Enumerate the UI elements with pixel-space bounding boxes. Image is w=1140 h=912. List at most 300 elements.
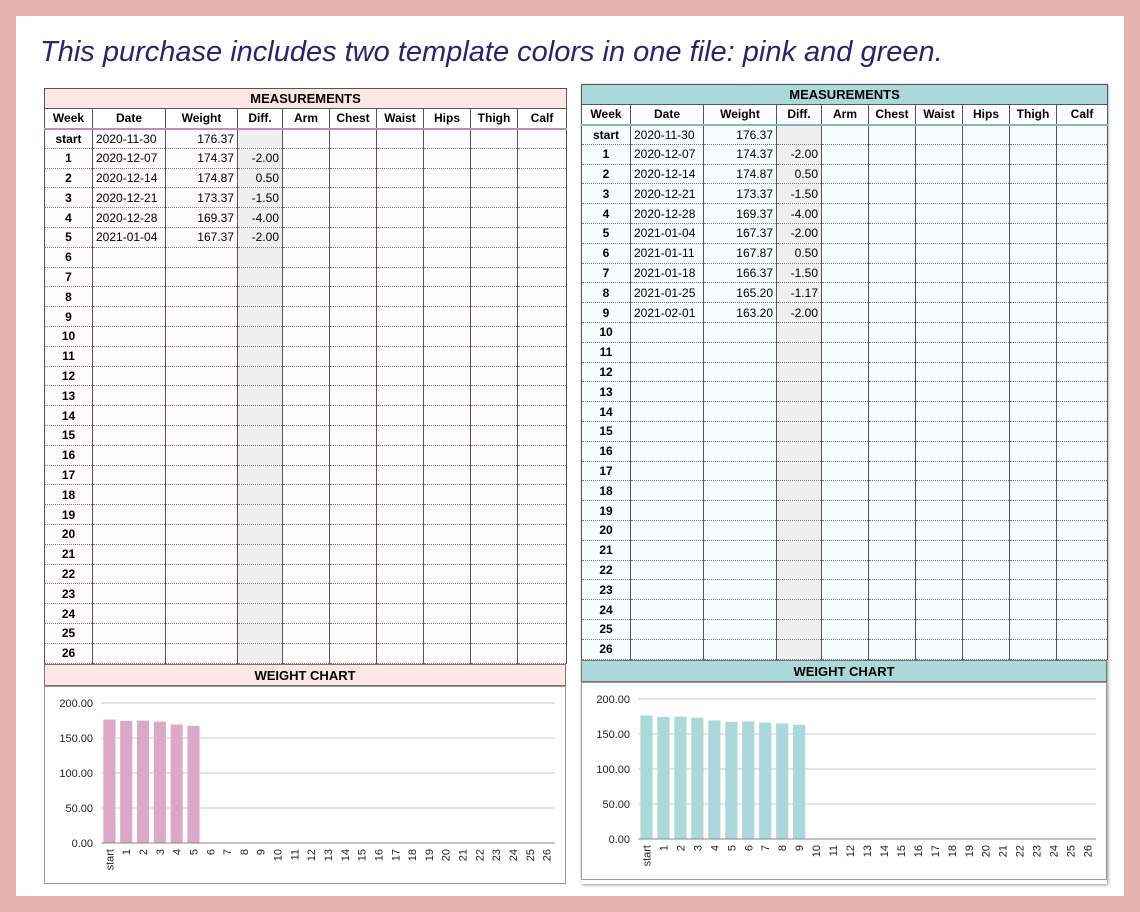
measurement-cell[interactable] bbox=[1010, 322, 1057, 342]
diff-cell[interactable] bbox=[777, 540, 822, 560]
measurement-cell[interactable] bbox=[518, 247, 567, 267]
measurement-cell[interactable] bbox=[471, 307, 518, 327]
diff-cell[interactable] bbox=[238, 386, 283, 406]
measurement-cell[interactable] bbox=[1010, 461, 1057, 481]
measurement-cell[interactable] bbox=[916, 580, 963, 600]
week-cell[interactable]: 12 bbox=[45, 366, 93, 386]
measurement-cell[interactable] bbox=[518, 465, 567, 485]
diff-cell[interactable] bbox=[777, 481, 822, 501]
measurement-cell[interactable] bbox=[424, 307, 471, 327]
measurement-cell[interactable] bbox=[963, 342, 1010, 362]
measurement-cell[interactable] bbox=[424, 287, 471, 307]
measurement-cell[interactable] bbox=[963, 263, 1010, 283]
measurement-cell[interactable] bbox=[916, 619, 963, 639]
date-cell[interactable] bbox=[93, 623, 166, 643]
measurement-cell[interactable] bbox=[963, 204, 1010, 224]
weight-cell[interactable] bbox=[704, 580, 777, 600]
diff-cell[interactable] bbox=[238, 544, 283, 564]
measurement-cell[interactable] bbox=[963, 223, 1010, 243]
diff-cell[interactable] bbox=[777, 501, 822, 521]
measurement-cell[interactable] bbox=[283, 386, 330, 406]
measurement-cell[interactable] bbox=[916, 382, 963, 402]
measurement-cell[interactable] bbox=[471, 148, 518, 168]
measurement-cell[interactable] bbox=[963, 144, 1010, 164]
measurement-cell[interactable] bbox=[471, 445, 518, 465]
measurement-cell[interactable] bbox=[330, 564, 377, 584]
measurement-cell[interactable] bbox=[869, 303, 916, 323]
measurement-cell[interactable] bbox=[1057, 619, 1108, 639]
measurement-cell[interactable] bbox=[1010, 619, 1057, 639]
measurement-cell[interactable] bbox=[283, 129, 330, 149]
measurement-cell[interactable] bbox=[869, 421, 916, 441]
diff-cell[interactable] bbox=[238, 267, 283, 287]
measurement-cell[interactable] bbox=[424, 425, 471, 445]
measurement-cell[interactable] bbox=[822, 362, 869, 382]
weight-cell[interactable] bbox=[166, 247, 238, 267]
measurement-cell[interactable] bbox=[1057, 441, 1108, 461]
date-cell[interactable] bbox=[93, 287, 166, 307]
measurement-cell[interactable] bbox=[377, 406, 424, 426]
measurement-cell[interactable] bbox=[424, 267, 471, 287]
measurement-cell[interactable] bbox=[518, 623, 567, 643]
measurement-cell[interactable] bbox=[1010, 441, 1057, 461]
measurement-cell[interactable] bbox=[963, 639, 1010, 659]
date-cell[interactable] bbox=[93, 485, 166, 505]
measurement-cell[interactable] bbox=[518, 485, 567, 505]
measurement-cell[interactable] bbox=[330, 485, 377, 505]
measurement-cell[interactable] bbox=[822, 540, 869, 560]
week-cell[interactable]: 16 bbox=[582, 441, 631, 461]
weight-cell[interactable] bbox=[166, 465, 238, 485]
date-cell[interactable] bbox=[93, 307, 166, 327]
measurement-cell[interactable] bbox=[377, 425, 424, 445]
measurement-cell[interactable] bbox=[822, 421, 869, 441]
measurement-cell[interactable] bbox=[1057, 520, 1108, 540]
measurement-cell[interactable] bbox=[424, 564, 471, 584]
date-cell[interactable] bbox=[93, 505, 166, 525]
diff-cell[interactable] bbox=[777, 382, 822, 402]
measurement-cell[interactable] bbox=[424, 505, 471, 525]
week-cell[interactable]: 6 bbox=[582, 243, 631, 263]
measurement-cell[interactable] bbox=[377, 505, 424, 525]
date-cell[interactable]: 2021-01-04 bbox=[631, 223, 704, 243]
measurement-cell[interactable] bbox=[916, 223, 963, 243]
measurement-cell[interactable] bbox=[916, 520, 963, 540]
date-cell[interactable]: 2020-12-14 bbox=[631, 164, 704, 184]
measurement-cell[interactable] bbox=[1010, 520, 1057, 540]
date-cell[interactable] bbox=[93, 267, 166, 287]
weight-cell[interactable] bbox=[704, 619, 777, 639]
week-cell[interactable]: 1 bbox=[45, 148, 93, 168]
date-cell[interactable] bbox=[631, 560, 704, 580]
measurement-cell[interactable] bbox=[963, 461, 1010, 481]
measurement-cell[interactable] bbox=[1010, 342, 1057, 362]
date-cell[interactable]: 2021-01-04 bbox=[93, 227, 166, 247]
week-cell[interactable]: 21 bbox=[45, 544, 93, 564]
measurement-cell[interactable] bbox=[822, 263, 869, 283]
measurement-cell[interactable] bbox=[283, 584, 330, 604]
week-cell[interactable]: 4 bbox=[582, 204, 631, 224]
date-cell[interactable]: 2021-01-25 bbox=[631, 283, 704, 303]
date-cell[interactable] bbox=[93, 386, 166, 406]
weight-cell[interactable] bbox=[166, 346, 238, 366]
measurement-cell[interactable] bbox=[330, 148, 377, 168]
measurement-cell[interactable] bbox=[377, 544, 424, 564]
date-cell[interactable] bbox=[93, 584, 166, 604]
measurement-cell[interactable] bbox=[518, 406, 567, 426]
measurement-cell[interactable] bbox=[377, 247, 424, 267]
measurement-cell[interactable] bbox=[963, 382, 1010, 402]
measurement-cell[interactable] bbox=[471, 188, 518, 208]
measurement-cell[interactable] bbox=[518, 148, 567, 168]
week-cell[interactable]: 3 bbox=[582, 184, 631, 204]
diff-cell[interactable] bbox=[777, 639, 822, 659]
measurement-cell[interactable] bbox=[1057, 501, 1108, 521]
measurement-cell[interactable] bbox=[377, 564, 424, 584]
measurement-cell[interactable] bbox=[1010, 421, 1057, 441]
weight-cell[interactable] bbox=[704, 322, 777, 342]
diff-cell[interactable]: -1.17 bbox=[777, 283, 822, 303]
date-cell[interactable]: 2020-12-07 bbox=[631, 144, 704, 164]
measurement-cell[interactable] bbox=[518, 425, 567, 445]
measurement-cell[interactable] bbox=[869, 322, 916, 342]
measurement-cell[interactable] bbox=[330, 604, 377, 624]
measurement-cell[interactable] bbox=[869, 461, 916, 481]
diff-cell[interactable] bbox=[777, 362, 822, 382]
date-cell[interactable] bbox=[93, 406, 166, 426]
measurement-cell[interactable] bbox=[1057, 243, 1108, 263]
diff-cell[interactable] bbox=[238, 584, 283, 604]
diff-cell[interactable]: -2.00 bbox=[238, 227, 283, 247]
measurement-cell[interactable] bbox=[822, 144, 869, 164]
measurement-cell[interactable] bbox=[1057, 322, 1108, 342]
weight-cell[interactable] bbox=[704, 481, 777, 501]
measurement-cell[interactable] bbox=[283, 267, 330, 287]
diff-cell[interactable]: -1.50 bbox=[777, 184, 822, 204]
measurement-cell[interactable] bbox=[1010, 283, 1057, 303]
diff-cell[interactable]: 0.50 bbox=[238, 168, 283, 188]
measurement-cell[interactable] bbox=[377, 307, 424, 327]
week-cell[interactable]: 11 bbox=[45, 346, 93, 366]
measurement-cell[interactable] bbox=[518, 267, 567, 287]
measurement-cell[interactable] bbox=[1057, 342, 1108, 362]
measurement-cell[interactable] bbox=[869, 382, 916, 402]
weight-cell[interactable]: 173.37 bbox=[166, 188, 238, 208]
measurement-cell[interactable] bbox=[1057, 223, 1108, 243]
measurement-cell[interactable] bbox=[377, 168, 424, 188]
measurement-cell[interactable] bbox=[963, 243, 1010, 263]
measurement-cell[interactable] bbox=[518, 564, 567, 584]
measurement-cell[interactable] bbox=[1057, 461, 1108, 481]
measurement-cell[interactable] bbox=[471, 386, 518, 406]
measurement-cell[interactable] bbox=[471, 505, 518, 525]
measurement-cell[interactable] bbox=[1057, 164, 1108, 184]
measurement-cell[interactable] bbox=[471, 524, 518, 544]
measurement-cell[interactable] bbox=[869, 600, 916, 620]
date-cell[interactable] bbox=[93, 346, 166, 366]
measurement-cell[interactable] bbox=[1057, 560, 1108, 580]
diff-cell[interactable] bbox=[238, 425, 283, 445]
weight-cell[interactable]: 174.37 bbox=[704, 144, 777, 164]
measurement-cell[interactable] bbox=[283, 208, 330, 228]
week-cell[interactable]: 13 bbox=[582, 382, 631, 402]
measurement-cell[interactable] bbox=[916, 303, 963, 323]
measurement-cell[interactable] bbox=[377, 287, 424, 307]
measurement-cell[interactable] bbox=[916, 362, 963, 382]
measurement-cell[interactable] bbox=[330, 425, 377, 445]
weight-cell[interactable]: 167.37 bbox=[704, 223, 777, 243]
diff-cell[interactable] bbox=[777, 322, 822, 342]
week-cell[interactable]: 9 bbox=[582, 303, 631, 323]
measurement-cell[interactable] bbox=[822, 164, 869, 184]
week-cell[interactable]: 24 bbox=[582, 600, 631, 620]
week-cell[interactable]: 20 bbox=[45, 524, 93, 544]
diff-cell[interactable]: 0.50 bbox=[777, 164, 822, 184]
measurement-cell[interactable] bbox=[330, 406, 377, 426]
measurement-cell[interactable] bbox=[869, 164, 916, 184]
measurement-cell[interactable] bbox=[1010, 125, 1057, 145]
weight-cell[interactable]: 167.37 bbox=[166, 227, 238, 247]
weight-cell[interactable] bbox=[166, 505, 238, 525]
measurement-cell[interactable] bbox=[471, 465, 518, 485]
measurement-cell[interactable] bbox=[518, 287, 567, 307]
weight-cell[interactable] bbox=[704, 639, 777, 659]
week-cell[interactable]: 17 bbox=[45, 465, 93, 485]
measurement-cell[interactable] bbox=[518, 643, 567, 663]
diff-cell[interactable]: 0.50 bbox=[777, 243, 822, 263]
measurement-cell[interactable] bbox=[916, 501, 963, 521]
weight-cell[interactable] bbox=[166, 604, 238, 624]
measurement-cell[interactable] bbox=[869, 639, 916, 659]
diff-cell[interactable] bbox=[238, 287, 283, 307]
measurement-cell[interactable] bbox=[471, 168, 518, 188]
diff-cell[interactable] bbox=[777, 560, 822, 580]
measurement-cell[interactable] bbox=[916, 243, 963, 263]
measurement-cell[interactable] bbox=[424, 643, 471, 663]
measurement-cell[interactable] bbox=[283, 247, 330, 267]
date-cell[interactable]: 2021-02-01 bbox=[631, 303, 704, 323]
measurement-cell[interactable] bbox=[822, 441, 869, 461]
measurement-cell[interactable] bbox=[518, 188, 567, 208]
diff-cell[interactable] bbox=[238, 524, 283, 544]
weight-cell[interactable] bbox=[166, 544, 238, 564]
measurement-cell[interactable] bbox=[822, 580, 869, 600]
week-cell[interactable]: 7 bbox=[45, 267, 93, 287]
measurement-cell[interactable] bbox=[916, 204, 963, 224]
measurement-cell[interactable] bbox=[822, 619, 869, 639]
measurement-cell[interactable] bbox=[377, 445, 424, 465]
weight-cell[interactable] bbox=[166, 287, 238, 307]
measurement-cell[interactable] bbox=[1057, 362, 1108, 382]
measurement-cell[interactable] bbox=[822, 501, 869, 521]
measurement-cell[interactable] bbox=[869, 223, 916, 243]
measurement-cell[interactable] bbox=[869, 441, 916, 461]
measurement-cell[interactable] bbox=[471, 564, 518, 584]
measurement-cell[interactable] bbox=[424, 524, 471, 544]
measurement-cell[interactable] bbox=[963, 283, 1010, 303]
measurement-cell[interactable] bbox=[377, 524, 424, 544]
weight-cell[interactable] bbox=[704, 441, 777, 461]
week-cell[interactable]: 2 bbox=[45, 168, 93, 188]
weight-cell[interactable] bbox=[704, 501, 777, 521]
date-cell[interactable] bbox=[631, 501, 704, 521]
measurement-cell[interactable] bbox=[1010, 402, 1057, 422]
measurement-cell[interactable] bbox=[377, 623, 424, 643]
measurement-cell[interactable] bbox=[1010, 144, 1057, 164]
measurement-cell[interactable] bbox=[1057, 580, 1108, 600]
measurement-cell[interactable] bbox=[283, 544, 330, 564]
diff-cell[interactable]: -1.50 bbox=[777, 263, 822, 283]
measurement-cell[interactable] bbox=[471, 346, 518, 366]
measurement-cell[interactable] bbox=[1010, 382, 1057, 402]
date-cell[interactable]: 2020-12-14 bbox=[93, 168, 166, 188]
measurement-cell[interactable] bbox=[1057, 125, 1108, 145]
week-cell[interactable]: 14 bbox=[45, 406, 93, 426]
measurement-cell[interactable] bbox=[963, 125, 1010, 145]
weight-cell[interactable] bbox=[166, 326, 238, 346]
measurement-cell[interactable] bbox=[283, 564, 330, 584]
measurement-cell[interactable] bbox=[471, 485, 518, 505]
measurement-cell[interactable] bbox=[471, 287, 518, 307]
date-cell[interactable] bbox=[93, 445, 166, 465]
measurement-cell[interactable] bbox=[1010, 580, 1057, 600]
week-cell[interactable]: 25 bbox=[582, 619, 631, 639]
measurement-cell[interactable] bbox=[1057, 481, 1108, 501]
measurement-cell[interactable] bbox=[518, 544, 567, 564]
measurement-cell[interactable] bbox=[1057, 283, 1108, 303]
measurement-cell[interactable] bbox=[330, 227, 377, 247]
week-cell[interactable]: 16 bbox=[45, 445, 93, 465]
measurement-cell[interactable] bbox=[518, 326, 567, 346]
measurement-cell[interactable] bbox=[424, 386, 471, 406]
measurement-cell[interactable] bbox=[963, 560, 1010, 580]
measurement-cell[interactable] bbox=[822, 402, 869, 422]
diff-cell[interactable]: -1.50 bbox=[238, 188, 283, 208]
week-cell[interactable]: 6 bbox=[45, 247, 93, 267]
measurement-cell[interactable] bbox=[963, 402, 1010, 422]
measurement-cell[interactable] bbox=[822, 639, 869, 659]
date-cell[interactable] bbox=[93, 564, 166, 584]
measurement-cell[interactable] bbox=[330, 168, 377, 188]
measurement-cell[interactable] bbox=[283, 227, 330, 247]
measurement-cell[interactable] bbox=[283, 623, 330, 643]
measurement-cell[interactable] bbox=[963, 540, 1010, 560]
measurement-cell[interactable] bbox=[424, 465, 471, 485]
date-cell[interactable] bbox=[631, 481, 704, 501]
measurement-cell[interactable] bbox=[330, 643, 377, 663]
measurement-cell[interactable] bbox=[377, 148, 424, 168]
measurement-cell[interactable] bbox=[377, 227, 424, 247]
date-cell[interactable]: 2021-01-18 bbox=[631, 263, 704, 283]
measurement-cell[interactable] bbox=[963, 164, 1010, 184]
measurement-cell[interactable] bbox=[963, 303, 1010, 323]
measurement-cell[interactable] bbox=[330, 544, 377, 564]
measurement-cell[interactable] bbox=[1057, 600, 1108, 620]
weight-cell[interactable] bbox=[704, 520, 777, 540]
diff-cell[interactable] bbox=[238, 465, 283, 485]
diff-cell[interactable] bbox=[777, 520, 822, 540]
week-cell[interactable]: 10 bbox=[45, 326, 93, 346]
measurement-cell[interactable] bbox=[518, 208, 567, 228]
week-cell[interactable]: 20 bbox=[582, 520, 631, 540]
measurement-cell[interactable] bbox=[283, 148, 330, 168]
measurement-cell[interactable] bbox=[963, 619, 1010, 639]
measurement-cell[interactable] bbox=[963, 362, 1010, 382]
weight-cell[interactable] bbox=[704, 362, 777, 382]
measurement-cell[interactable] bbox=[424, 584, 471, 604]
measurement-cell[interactable] bbox=[424, 188, 471, 208]
week-cell[interactable]: 18 bbox=[582, 481, 631, 501]
week-cell[interactable]: 7 bbox=[582, 263, 631, 283]
measurement-cell[interactable] bbox=[1010, 184, 1057, 204]
diff-cell[interactable] bbox=[777, 125, 822, 145]
measurement-cell[interactable] bbox=[471, 604, 518, 624]
weight-cell[interactable] bbox=[166, 524, 238, 544]
measurement-cell[interactable] bbox=[1010, 164, 1057, 184]
weight-cell[interactable] bbox=[166, 406, 238, 426]
week-cell[interactable]: 1 bbox=[582, 144, 631, 164]
measurement-cell[interactable] bbox=[518, 307, 567, 327]
measurement-cell[interactable] bbox=[424, 623, 471, 643]
measurement-cell[interactable] bbox=[963, 520, 1010, 540]
weight-cell[interactable]: 176.37 bbox=[166, 129, 238, 149]
measurement-cell[interactable] bbox=[869, 184, 916, 204]
measurement-cell[interactable] bbox=[1010, 303, 1057, 323]
weight-cell[interactable] bbox=[166, 643, 238, 663]
weight-cell[interactable] bbox=[704, 342, 777, 362]
measurement-cell[interactable] bbox=[283, 505, 330, 525]
date-cell[interactable] bbox=[631, 600, 704, 620]
diff-cell[interactable]: -2.00 bbox=[238, 148, 283, 168]
measurement-cell[interactable] bbox=[424, 148, 471, 168]
measurement-cell[interactable] bbox=[377, 485, 424, 505]
measurement-cell[interactable] bbox=[518, 168, 567, 188]
weight-cell[interactable]: 174.87 bbox=[166, 168, 238, 188]
measurement-cell[interactable] bbox=[822, 600, 869, 620]
measurement-cell[interactable] bbox=[471, 366, 518, 386]
weight-cell[interactable] bbox=[704, 540, 777, 560]
measurement-cell[interactable] bbox=[1010, 600, 1057, 620]
measurement-cell[interactable] bbox=[424, 445, 471, 465]
date-cell[interactable]: 2020-12-28 bbox=[93, 208, 166, 228]
week-cell[interactable]: 5 bbox=[45, 227, 93, 247]
measurement-cell[interactable] bbox=[377, 208, 424, 228]
diff-cell[interactable] bbox=[238, 643, 283, 663]
weight-cell[interactable]: 169.37 bbox=[704, 204, 777, 224]
measurement-cell[interactable] bbox=[518, 505, 567, 525]
diff-cell[interactable] bbox=[238, 366, 283, 386]
measurement-cell[interactable] bbox=[916, 461, 963, 481]
week-cell[interactable]: 15 bbox=[45, 425, 93, 445]
diff-cell[interactable] bbox=[238, 445, 283, 465]
measurement-cell[interactable] bbox=[283, 406, 330, 426]
measurement-cell[interactable] bbox=[916, 125, 963, 145]
measurement-cell[interactable] bbox=[283, 366, 330, 386]
measurement-cell[interactable] bbox=[869, 560, 916, 580]
weight-cell[interactable]: 163.20 bbox=[704, 303, 777, 323]
measurement-cell[interactable] bbox=[869, 402, 916, 422]
measurement-cell[interactable] bbox=[916, 263, 963, 283]
measurement-cell[interactable] bbox=[471, 227, 518, 247]
weight-cell[interactable] bbox=[704, 421, 777, 441]
measurement-cell[interactable] bbox=[1057, 540, 1108, 560]
measurement-cell[interactable] bbox=[1010, 540, 1057, 560]
week-cell[interactable]: 3 bbox=[45, 188, 93, 208]
measurement-cell[interactable] bbox=[471, 406, 518, 426]
diff-cell[interactable]: -2.00 bbox=[777, 144, 822, 164]
measurement-cell[interactable] bbox=[822, 223, 869, 243]
measurement-cell[interactable] bbox=[963, 322, 1010, 342]
